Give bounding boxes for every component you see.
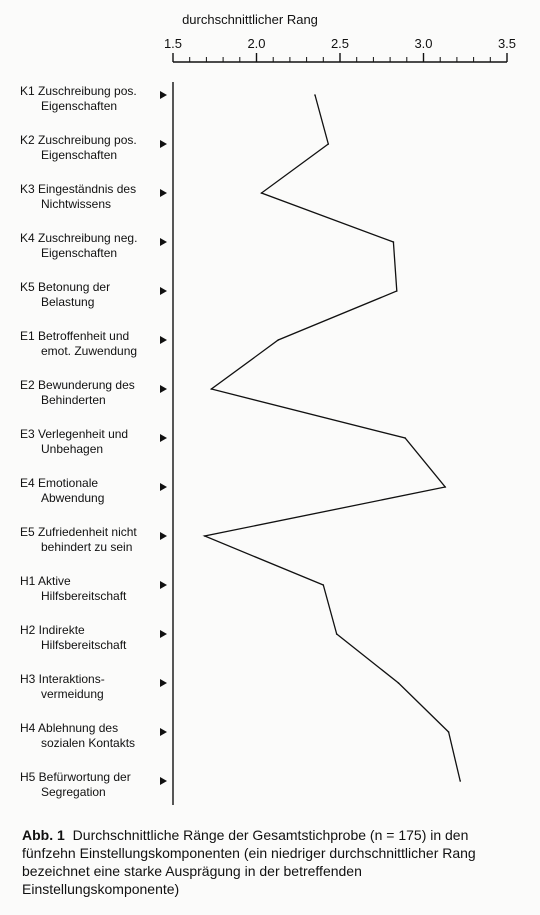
category-marker-arrow xyxy=(160,532,167,540)
category-markers xyxy=(160,91,167,785)
category-marker-arrow xyxy=(160,140,167,148)
category-label-line2: vermeidung xyxy=(41,687,104,701)
x-tick-label: 1.5 xyxy=(163,36,183,51)
data-point-e2 xyxy=(211,388,213,390)
data-point-h2 xyxy=(336,633,338,635)
category-marker-arrow xyxy=(160,434,167,442)
category-code: E2 Bewunderung des xyxy=(20,378,135,392)
category-label-line2: Unbehagen xyxy=(41,442,104,456)
data-point-h1 xyxy=(323,584,325,586)
category-code: K3 Eingeständnis des xyxy=(20,182,137,196)
x-tick-label: 2.5 xyxy=(330,36,350,51)
category-label-line2: sozialen Kontakts xyxy=(41,736,136,750)
data-point-e4 xyxy=(444,486,446,488)
category-label-line2: Hilfsbereitschaft xyxy=(41,589,127,603)
category-label-k5 xyxy=(20,280,110,309)
category-label-h1 xyxy=(20,574,127,603)
category-marker-arrow xyxy=(160,630,167,638)
category-label-line2: behindert zu sein xyxy=(41,540,133,554)
category-code: H4 Ablehnung des xyxy=(20,721,119,735)
category-label-line2: Eigenschaften xyxy=(41,148,118,162)
category-code: H2 Indirekte xyxy=(20,623,85,637)
axis-title: durchschnittlicher Rang xyxy=(182,12,318,27)
category-label-h3 xyxy=(20,672,105,701)
figure-caption xyxy=(22,826,522,898)
category-code: H5 Befürwortung der xyxy=(20,770,131,784)
data-point-h3 xyxy=(398,682,400,684)
category-marker-arrow xyxy=(160,679,167,687)
category-marker-arrow xyxy=(160,581,167,589)
data-point-h4 xyxy=(448,731,450,733)
category-code: E4 Emotionale xyxy=(20,476,99,490)
data-point-k4 xyxy=(393,241,395,243)
series-line xyxy=(205,95,461,781)
category-label-h2 xyxy=(20,623,127,652)
category-label-line2: Abwendung xyxy=(41,491,105,505)
caption-text: Durchschnittliche Ränge der Gesamtstichprobe (n = 175) in den fünfzehn Einstellungskomponenten (ein niedriger durchschnittlicher Rang bezeichnet eine starke Ausprägung in der betreffenden Einstellungskomponente) xyxy=(22,827,476,897)
data-point-k2 xyxy=(328,143,330,145)
category-marker-arrow xyxy=(160,287,167,295)
data-points xyxy=(204,94,461,782)
category-marker-arrow xyxy=(160,336,167,344)
category-label-k2 xyxy=(20,133,137,162)
category-label-line2: Eigenschaften xyxy=(41,246,118,260)
category-marker-arrow xyxy=(160,385,167,393)
data-point-k5 xyxy=(396,290,398,292)
category-code: E5 Zufriedenheit nicht xyxy=(20,525,137,539)
category-label-line2: emot. Zuwendung xyxy=(41,344,138,358)
category-label-e4 xyxy=(20,476,104,505)
category-label-k4 xyxy=(20,231,137,260)
data-point-k3 xyxy=(261,192,263,194)
category-labels xyxy=(20,84,137,799)
category-label-line2: Nichtwissens xyxy=(41,197,112,211)
category-marker-arrow xyxy=(160,483,167,491)
category-label-e2 xyxy=(20,378,135,407)
category-code: K4 Zuschreibung neg. xyxy=(20,231,138,245)
category-code: H3 Interaktions- xyxy=(20,672,105,686)
category-marker-arrow xyxy=(160,728,167,736)
category-code: H1 Aktive xyxy=(20,574,71,588)
category-label-line2: Belastung xyxy=(41,295,95,309)
data-point-e3 xyxy=(404,437,406,439)
category-code: K2 Zuschreibung pos. xyxy=(20,133,137,147)
category-label-line2: Segregation xyxy=(41,785,106,799)
category-code: K1 Zuschreibung pos. xyxy=(20,84,137,98)
data-point-k1 xyxy=(314,94,316,96)
category-label-line2: Hilfsbereitschaft xyxy=(41,638,127,652)
category-label-line2: Behinderten xyxy=(41,393,106,407)
category-label-e5 xyxy=(20,525,137,554)
caption-label: Abb. 1 xyxy=(22,827,65,843)
category-label-e3 xyxy=(20,427,128,456)
x-tick-label: 3.5 xyxy=(497,36,517,51)
category-label-e1 xyxy=(20,329,137,358)
x-axis xyxy=(164,36,516,62)
x-tick-label: 3.0 xyxy=(414,36,433,51)
category-label-h5 xyxy=(20,770,131,799)
category-code: E3 Verlegenheit und xyxy=(20,427,129,441)
category-label-k3 xyxy=(20,182,136,211)
category-marker-arrow xyxy=(160,777,167,785)
category-marker-arrow xyxy=(160,238,167,246)
category-marker-arrow xyxy=(160,91,167,99)
data-point-e5 xyxy=(204,535,206,537)
x-tick-label: 2.0 xyxy=(247,36,266,51)
category-label-line2: Eigenschaften xyxy=(41,99,118,113)
data-point-h5 xyxy=(459,780,461,782)
category-label-k1 xyxy=(20,84,137,113)
category-code: K5 Betonung der xyxy=(20,280,111,294)
data-point-e1 xyxy=(277,339,279,341)
category-code: E1 Betroffenheit und xyxy=(20,329,130,343)
category-label-h4 xyxy=(20,721,135,750)
category-marker-arrow xyxy=(160,189,167,197)
